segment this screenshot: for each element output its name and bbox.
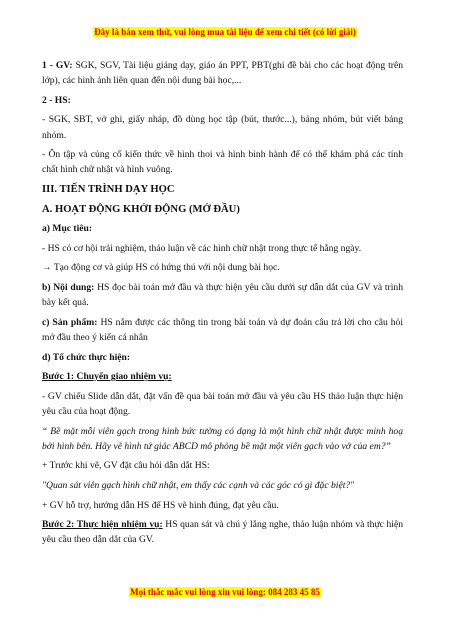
step1-guiding-question: "Quan sát viên gạch hình chữ nhật, em thấy các cạnh và các góc có gì đặc biệt?" [42, 479, 355, 491]
step1-label: Bước 1: Chuyển giao nhiệm vụ: [42, 371, 172, 383]
goal-label: a) Mục tiêu: [42, 223, 93, 235]
quote-text: Bề mặt mỗi viên gạch trong hình bức tường có dạng là một hình chữ nhật được minh hoạ bởi hình bên. Hãy vẽ hình tứ giác ABCD mô phỏng bề mặt một viên gạch vào vở của em?” [42, 425, 403, 452]
step2-paragraph [42, 517, 403, 547]
product-label: c) Sản phẩm: [42, 316, 98, 328]
lesson-content [42, 58, 403, 552]
step2-label: Bước 2: Thực hiện nhiệm vụ: [42, 519, 163, 531]
preview-notice-banner [0, 27, 450, 37]
goal-motivation: → Tạo động cơ và giúp HS có hứng thú với nội dung bài học. [42, 262, 280, 274]
goal-item: - HS có cơ hội trải nghiệm, thảo luận về các hình chữ nhật trong thực tế hằng ngày. [42, 242, 362, 254]
student-materials-item: - SGK, SBT, vở ghi, giấy nháp, đồ dùng học tập (bút, thước...), bảng nhóm, bút viết bảng nhóm. [42, 114, 403, 141]
content-label: b) Nội dung: [42, 281, 95, 293]
student-label-suffix: : [67, 94, 71, 106]
step1-quote [42, 424, 403, 454]
step2-text: HS quan sát và chú ý lắng nghe, thảo luận nhóm và thực hiện yêu cầu theo dẫn dắt của GV. [42, 519, 404, 546]
process-heading: III. TIẾN TRÌNH DẠY HỌC [42, 183, 175, 195]
content-text: HS đọc bài toán mở đầu và thực hiện yêu cầu dưới sự dẫn dắt của GV và trình bày kết quả. [42, 281, 403, 309]
teacher-materials [42, 58, 403, 88]
step1-support: + GV hỗ trợ, hướng dẫn HS để HS vẽ hình đúng, đạt yêu cầu. [42, 499, 279, 511]
teacher-label: 1 - GV: [42, 60, 73, 71]
quote-open-mark: “ [42, 425, 48, 437]
student-review-item: - Ôn tập và củng cố kiến thức về hình thoi và hình bình hành để có thể khám phá các tính chất hình chữ nhật và hình vuông. [42, 149, 403, 176]
product-paragraph [42, 315, 403, 345]
contact-notice-banner [0, 587, 450, 597]
step1-slide-instruction: - GV chiếu Slide dẫn dắt, đặt vấn đề qua bài toán mở đầu và yêu cầu HS thảo luận thực hiện yêu cầu của hoạt động. [42, 390, 403, 417]
content-paragraph [42, 280, 403, 310]
step1-guiding-question-intro: + Trước khi vẽ, GV đặt câu hỏi dẫn dắt HS: [42, 460, 210, 472]
organization-label: d) Tổ chức thực hiện: [42, 351, 131, 363]
student-label: 2 - HS [42, 94, 68, 106]
activity-a-heading: A. HOẠT ĐỘNG KHỞI ĐỘNG (MỞ ĐẦU) [42, 203, 240, 215]
student-materials-heading [42, 93, 403, 108]
product-text: HS nắm được các thông tin trong bài toán và dự đoán câu trả lời cho câu hỏi mở đầu theo ý kiến cá nhân [42, 316, 403, 343]
preview-notice-text: Đây là bản xem thử, vui lòng mua tài liệu để xem chi tiết (có lời giải) [94, 27, 356, 37]
teacher-materials-text: SGK, SGV, Tài liệu giảng dạy, giáo án PPT, PBT(ghi đề bài cho các hoạt động trên lớp), các hình ảnh liên quan đến nội dung bài học,... [42, 60, 403, 87]
contact-notice-text: Mọi thắc mắc vui lòng xin vui lòng: 084 283 45 85 [130, 587, 320, 597]
